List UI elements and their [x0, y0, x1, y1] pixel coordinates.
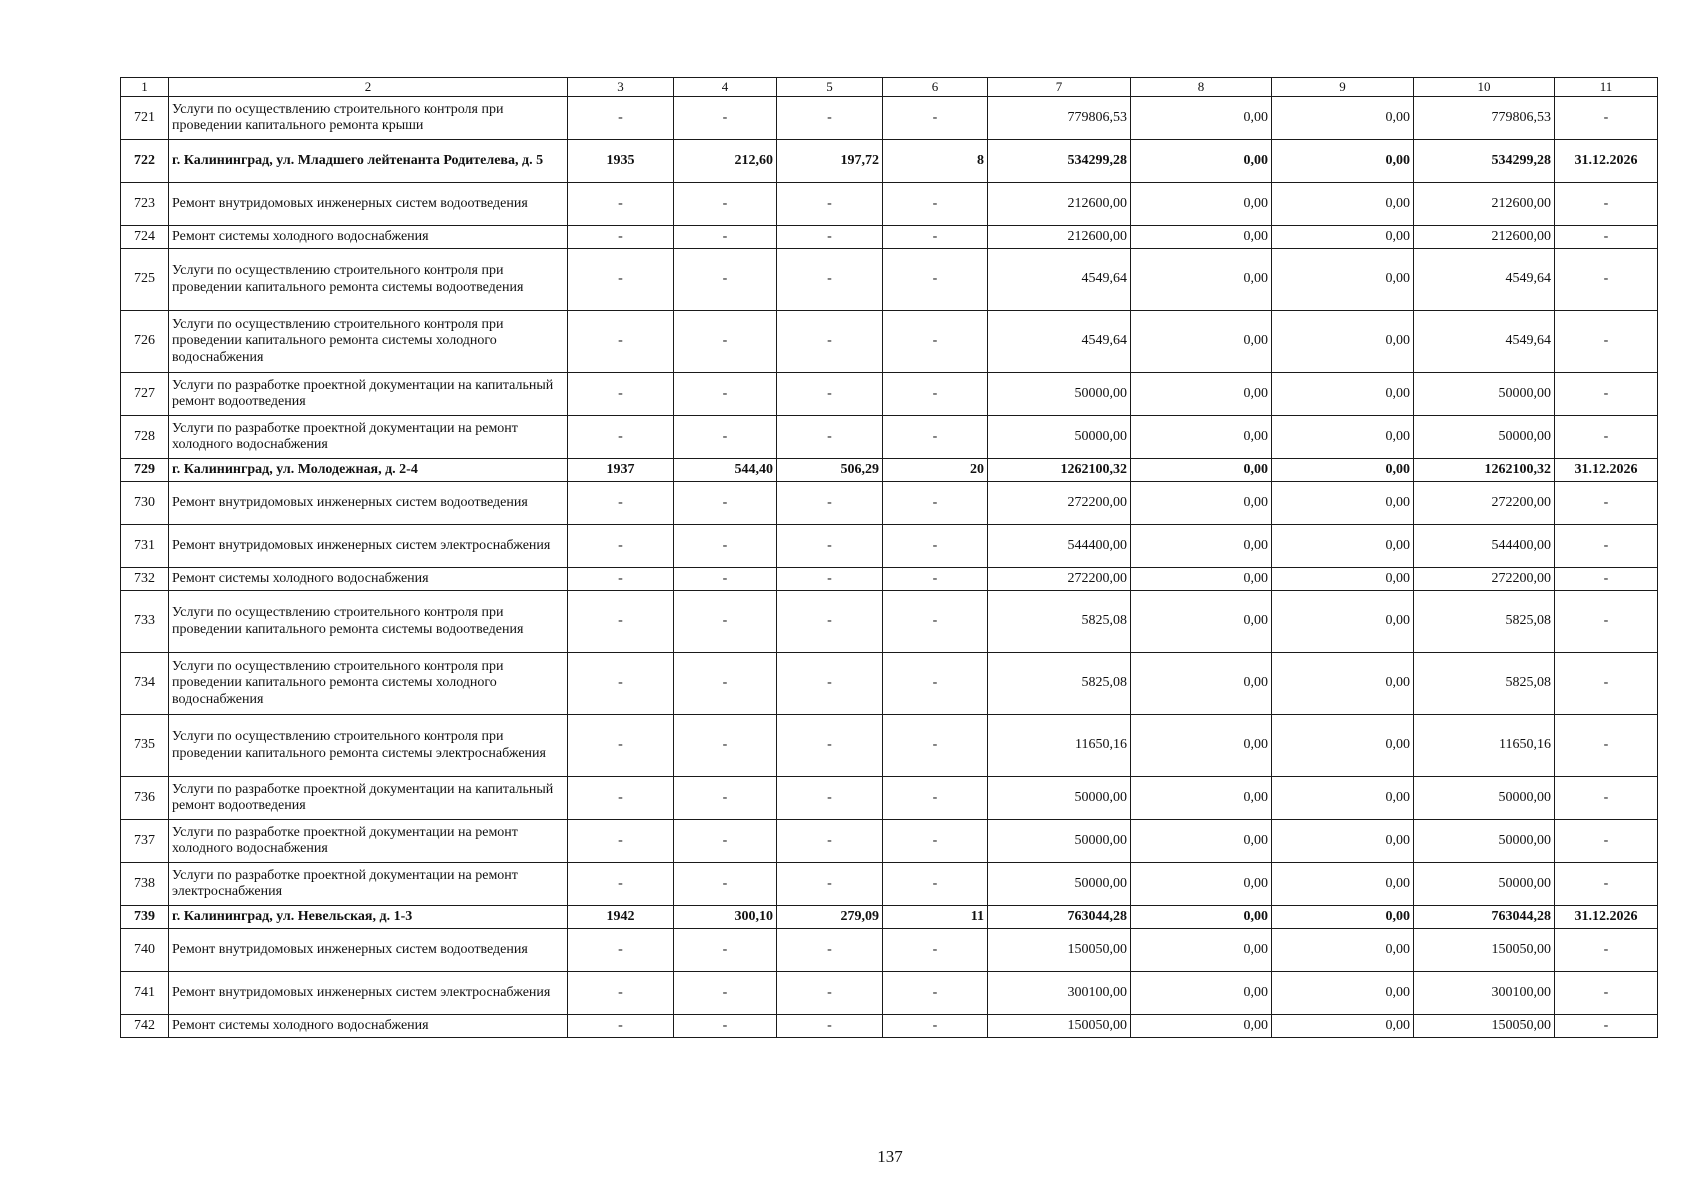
residents-cell: 11: [883, 906, 988, 929]
row-number-cell: 729: [121, 459, 169, 482]
area-living-cell: -: [777, 249, 883, 311]
year-cell: -: [568, 777, 674, 820]
year-cell: -: [568, 715, 674, 777]
deadline-cell: -: [1555, 249, 1658, 311]
year-cell: -: [568, 929, 674, 972]
cost-total-cell: 4549,64: [988, 311, 1131, 373]
table-row: [121, 591, 1658, 653]
table-row: [121, 459, 1658, 482]
deadline-cell: -: [1555, 97, 1658, 140]
work-name-cell: Ремонт системы холодного водоснабжения: [169, 1015, 568, 1038]
year-cell: -: [568, 568, 674, 591]
area-total-cell: -: [674, 97, 777, 140]
cost-owners-cell: 11650,16: [1414, 715, 1555, 777]
work-name-cell: Услуги по осуществлению строительного контроля при проведении капитального ремонта системы водоотведения: [169, 249, 568, 311]
cost-total-cell: 50000,00: [988, 863, 1131, 906]
work-name-cell: Ремонт внутридомовых инженерных систем водоотведения: [169, 929, 568, 972]
cost-total-cell: 150050,00: [988, 1015, 1131, 1038]
year-cell: -: [568, 972, 674, 1015]
table-header-row: [121, 78, 1658, 97]
cost-total-cell: 1262100,32: [988, 459, 1131, 482]
cost-total-cell: 763044,28: [988, 906, 1131, 929]
work-name-cell: Услуги по разработке проектной документации на ремонт электроснабжения: [169, 863, 568, 906]
cost-fund-cell: 0,00: [1131, 459, 1272, 482]
cost-fund-cell: 0,00: [1131, 906, 1272, 929]
work-name-cell: г. Калининград, ул. Младшего лейтенанта Родителева, д. 5: [169, 140, 568, 183]
deadline-cell: -: [1555, 482, 1658, 525]
area-total-cell: -: [674, 1015, 777, 1038]
residents-cell: -: [883, 97, 988, 140]
cost-fund-cell: 0,00: [1131, 249, 1272, 311]
table-row: [121, 97, 1658, 140]
cost-total-cell: 534299,28: [988, 140, 1131, 183]
deadline-cell: -: [1555, 929, 1658, 972]
cost-budget-cell: 0,00: [1272, 777, 1414, 820]
deadline-cell: -: [1555, 1015, 1658, 1038]
cost-budget-cell: 0,00: [1272, 482, 1414, 525]
year-cell: -: [568, 482, 674, 525]
row-number-cell: 733: [121, 591, 169, 653]
table-row: [121, 482, 1658, 525]
area-total-cell: -: [674, 777, 777, 820]
area-living-cell: -: [777, 972, 883, 1015]
column-header: 9: [1272, 78, 1414, 97]
table-row: [121, 311, 1658, 373]
area-total-cell: -: [674, 525, 777, 568]
work-name-cell: Ремонт системы холодного водоснабжения: [169, 568, 568, 591]
area-living-cell: -: [777, 482, 883, 525]
year-cell: -: [568, 311, 674, 373]
residents-cell: -: [883, 863, 988, 906]
table-row: [121, 1015, 1658, 1038]
cost-fund-cell: 0,00: [1131, 525, 1272, 568]
deadline-cell: -: [1555, 373, 1658, 416]
cost-budget-cell: 0,00: [1272, 653, 1414, 715]
deadline-cell: -: [1555, 863, 1658, 906]
cost-owners-cell: 534299,28: [1414, 140, 1555, 183]
year-cell: -: [568, 591, 674, 653]
area-total-cell: 300,10: [674, 906, 777, 929]
cost-budget-cell: 0,00: [1272, 525, 1414, 568]
cost-owners-cell: 150050,00: [1414, 1015, 1555, 1038]
residents-cell: -: [883, 777, 988, 820]
cost-owners-cell: 1262100,32: [1414, 459, 1555, 482]
residents-cell: 8: [883, 140, 988, 183]
residents-cell: -: [883, 653, 988, 715]
table-row: [121, 373, 1658, 416]
area-living-cell: -: [777, 568, 883, 591]
column-header: 3: [568, 78, 674, 97]
year-cell: -: [568, 820, 674, 863]
area-total-cell: 212,60: [674, 140, 777, 183]
cost-total-cell: 4549,64: [988, 249, 1131, 311]
residents-cell: -: [883, 591, 988, 653]
row-number-cell: 736: [121, 777, 169, 820]
area-total-cell: -: [674, 863, 777, 906]
area-living-cell: -: [777, 820, 883, 863]
cost-total-cell: 50000,00: [988, 416, 1131, 459]
area-living-cell: -: [777, 97, 883, 140]
work-name-cell: Услуги по осуществлению строительного контроля при проведении капитального ремонта крыши: [169, 97, 568, 140]
work-name-cell: Ремонт внутридомовых инженерных систем электроснабжения: [169, 525, 568, 568]
work-name-cell: Ремонт внутридомовых инженерных систем электроснабжения: [169, 972, 568, 1015]
residents-cell: -: [883, 568, 988, 591]
deadline-cell: -: [1555, 416, 1658, 459]
cost-total-cell: 212600,00: [988, 226, 1131, 249]
cost-owners-cell: 50000,00: [1414, 777, 1555, 820]
cost-owners-cell: 272200,00: [1414, 568, 1555, 591]
residents-cell: -: [883, 482, 988, 525]
deadline-cell: -: [1555, 820, 1658, 863]
table-row: [121, 929, 1658, 972]
table-row: [121, 416, 1658, 459]
cost-fund-cell: 0,00: [1131, 311, 1272, 373]
cost-budget-cell: 0,00: [1272, 226, 1414, 249]
column-header: 7: [988, 78, 1131, 97]
area-living-cell: -: [777, 591, 883, 653]
cost-owners-cell: 544400,00: [1414, 525, 1555, 568]
deadline-cell: 31.12.2026: [1555, 140, 1658, 183]
page-number: 137: [877, 1147, 903, 1166]
residents-cell: 20: [883, 459, 988, 482]
residents-cell: -: [883, 416, 988, 459]
deadline-cell: 31.12.2026: [1555, 459, 1658, 482]
cost-owners-cell: 150050,00: [1414, 929, 1555, 972]
year-cell: -: [568, 525, 674, 568]
row-number-cell: 728: [121, 416, 169, 459]
cost-budget-cell: 0,00: [1272, 183, 1414, 226]
cost-budget-cell: 0,00: [1272, 249, 1414, 311]
table-row: [121, 863, 1658, 906]
cost-owners-cell: 212600,00: [1414, 183, 1555, 226]
cost-owners-cell: 5825,08: [1414, 653, 1555, 715]
cost-fund-cell: 0,00: [1131, 863, 1272, 906]
cost-budget-cell: 0,00: [1272, 97, 1414, 140]
area-living-cell: -: [777, 1015, 883, 1038]
cost-budget-cell: 0,00: [1272, 863, 1414, 906]
cost-owners-cell: 272200,00: [1414, 482, 1555, 525]
deadline-cell: -: [1555, 226, 1658, 249]
cost-fund-cell: 0,00: [1131, 777, 1272, 820]
deadline-cell: -: [1555, 568, 1658, 591]
cost-owners-cell: 212600,00: [1414, 226, 1555, 249]
area-living-cell: -: [777, 777, 883, 820]
area-total-cell: -: [674, 820, 777, 863]
area-total-cell: -: [674, 183, 777, 226]
work-name-cell: Ремонт системы холодного водоснабжения: [169, 226, 568, 249]
cost-owners-cell: 763044,28: [1414, 906, 1555, 929]
row-number-cell: 730: [121, 482, 169, 525]
year-cell: -: [568, 373, 674, 416]
year-cell: -: [568, 653, 674, 715]
cost-fund-cell: 0,00: [1131, 591, 1272, 653]
cost-total-cell: 50000,00: [988, 373, 1131, 416]
cost-budget-cell: 0,00: [1272, 820, 1414, 863]
area-living-cell: -: [777, 373, 883, 416]
cost-fund-cell: 0,00: [1131, 929, 1272, 972]
cost-fund-cell: 0,00: [1131, 653, 1272, 715]
cost-budget-cell: 0,00: [1272, 373, 1414, 416]
deadline-cell: -: [1555, 972, 1658, 1015]
work-name-cell: Услуги по осуществлению строительного контроля при проведении капитального ремонта системы электроснабжения: [169, 715, 568, 777]
deadline-cell: -: [1555, 653, 1658, 715]
row-number-cell: 742: [121, 1015, 169, 1038]
cost-fund-cell: 0,00: [1131, 416, 1272, 459]
table-row: [121, 653, 1658, 715]
cost-total-cell: 300100,00: [988, 972, 1131, 1015]
cost-owners-cell: 4549,64: [1414, 249, 1555, 311]
cost-owners-cell: 779806,53: [1414, 97, 1555, 140]
area-total-cell: 544,40: [674, 459, 777, 482]
cost-owners-cell: 4549,64: [1414, 311, 1555, 373]
cost-fund-cell: 0,00: [1131, 482, 1272, 525]
row-number-cell: 737: [121, 820, 169, 863]
year-cell: -: [568, 863, 674, 906]
row-number-cell: 739: [121, 906, 169, 929]
cost-owners-cell: 50000,00: [1414, 863, 1555, 906]
work-name-cell: Услуги по разработке проектной документации на капитальный ремонт водоотведения: [169, 777, 568, 820]
cost-owners-cell: 50000,00: [1414, 373, 1555, 416]
residents-cell: -: [883, 311, 988, 373]
year-cell: 1942: [568, 906, 674, 929]
row-number-cell: 738: [121, 863, 169, 906]
cost-total-cell: 11650,16: [988, 715, 1131, 777]
work-name-cell: Услуги по разработке проектной документации на ремонт холодного водоснабжения: [169, 416, 568, 459]
year-cell: 1937: [568, 459, 674, 482]
work-name-cell: Услуги по разработке проектной документации на капитальный ремонт водоотведения: [169, 373, 568, 416]
deadline-cell: -: [1555, 525, 1658, 568]
table-row: [121, 715, 1658, 777]
cost-total-cell: 272200,00: [988, 568, 1131, 591]
work-name-cell: Услуги по осуществлению строительного контроля при проведении капитального ремонта системы водоотведения: [169, 591, 568, 653]
table-row: [121, 568, 1658, 591]
row-number-cell: 732: [121, 568, 169, 591]
deadline-cell: -: [1555, 183, 1658, 226]
cost-fund-cell: 0,00: [1131, 183, 1272, 226]
row-number-cell: 724: [121, 226, 169, 249]
area-total-cell: -: [674, 482, 777, 525]
deadline-cell: -: [1555, 715, 1658, 777]
cost-fund-cell: 0,00: [1131, 97, 1272, 140]
cost-fund-cell: 0,00: [1131, 1015, 1272, 1038]
cost-budget-cell: 0,00: [1272, 929, 1414, 972]
area-total-cell: -: [674, 653, 777, 715]
residents-cell: -: [883, 249, 988, 311]
cost-fund-cell: 0,00: [1131, 140, 1272, 183]
area-living-cell: -: [777, 416, 883, 459]
cost-total-cell: 212600,00: [988, 183, 1131, 226]
table-row: [121, 777, 1658, 820]
area-living-cell: 279,09: [777, 906, 883, 929]
area-living-cell: -: [777, 525, 883, 568]
year-cell: -: [568, 416, 674, 459]
area-total-cell: -: [674, 416, 777, 459]
cost-owners-cell: 5825,08: [1414, 591, 1555, 653]
column-header: 4: [674, 78, 777, 97]
table-row: [121, 972, 1658, 1015]
cost-fund-cell: 0,00: [1131, 820, 1272, 863]
cost-total-cell: 50000,00: [988, 777, 1131, 820]
row-number-cell: 726: [121, 311, 169, 373]
row-number-cell: 731: [121, 525, 169, 568]
area-living-cell: -: [777, 183, 883, 226]
year-cell: -: [568, 183, 674, 226]
cost-owners-cell: 50000,00: [1414, 820, 1555, 863]
cost-budget-cell: 0,00: [1272, 906, 1414, 929]
cost-budget-cell: 0,00: [1272, 311, 1414, 373]
year-cell: -: [568, 1015, 674, 1038]
work-name-cell: Услуги по разработке проектной документации на ремонт холодного водоснабжения: [169, 820, 568, 863]
row-number-cell: 721: [121, 97, 169, 140]
cost-total-cell: 544400,00: [988, 525, 1131, 568]
area-living-cell: -: [777, 715, 883, 777]
area-total-cell: -: [674, 311, 777, 373]
cost-budget-cell: 0,00: [1272, 568, 1414, 591]
table-row: [121, 226, 1658, 249]
table-row: [121, 249, 1658, 311]
residents-cell: -: [883, 183, 988, 226]
residents-cell: -: [883, 820, 988, 863]
area-total-cell: -: [674, 929, 777, 972]
residents-cell: -: [883, 1015, 988, 1038]
cost-total-cell: 779806,53: [988, 97, 1131, 140]
work-name-cell: Услуги по осуществлению строительного контроля при проведении капитального ремонта системы холодного водоснабжения: [169, 311, 568, 373]
area-total-cell: -: [674, 715, 777, 777]
table-row: [121, 183, 1658, 226]
year-cell: 1935: [568, 140, 674, 183]
row-number-cell: 740: [121, 929, 169, 972]
area-total-cell: -: [674, 972, 777, 1015]
column-header: 6: [883, 78, 988, 97]
year-cell: -: [568, 226, 674, 249]
cost-budget-cell: 0,00: [1272, 591, 1414, 653]
row-number-cell: 723: [121, 183, 169, 226]
residents-cell: -: [883, 525, 988, 568]
cost-budget-cell: 0,00: [1272, 416, 1414, 459]
cost-budget-cell: 0,00: [1272, 1015, 1414, 1038]
area-total-cell: -: [674, 226, 777, 249]
area-living-cell: -: [777, 226, 883, 249]
cost-fund-cell: 0,00: [1131, 226, 1272, 249]
cost-total-cell: 150050,00: [988, 929, 1131, 972]
cost-budget-cell: 0,00: [1272, 459, 1414, 482]
residents-cell: -: [883, 226, 988, 249]
row-number-cell: 727: [121, 373, 169, 416]
column-header: 5: [777, 78, 883, 97]
table-row: [121, 820, 1658, 863]
cost-total-cell: 50000,00: [988, 820, 1131, 863]
cost-fund-cell: 0,00: [1131, 972, 1272, 1015]
work-name-cell: Услуги по осуществлению строительного контроля при проведении капитального ремонта системы холодного водоснабжения: [169, 653, 568, 715]
cost-fund-cell: 0,00: [1131, 715, 1272, 777]
area-living-cell: 506,29: [777, 459, 883, 482]
cost-total-cell: 5825,08: [988, 591, 1131, 653]
year-cell: -: [568, 97, 674, 140]
row-number-cell: 722: [121, 140, 169, 183]
table-body: [121, 78, 1658, 1038]
table-row: [121, 140, 1658, 183]
area-total-cell: -: [674, 373, 777, 416]
area-total-cell: -: [674, 249, 777, 311]
table-row: [121, 525, 1658, 568]
residents-cell: -: [883, 715, 988, 777]
cost-budget-cell: 0,00: [1272, 140, 1414, 183]
area-total-cell: -: [674, 568, 777, 591]
cost-budget-cell: 0,00: [1272, 715, 1414, 777]
area-living-cell: 197,72: [777, 140, 883, 183]
area-total-cell: -: [674, 591, 777, 653]
work-name-cell: г. Калининград, ул. Молодежная, д. 2-4: [169, 459, 568, 482]
deadline-cell: -: [1555, 777, 1658, 820]
area-living-cell: -: [777, 653, 883, 715]
cost-total-cell: 272200,00: [988, 482, 1131, 525]
cost-fund-cell: 0,00: [1131, 568, 1272, 591]
column-header: 1: [121, 78, 169, 97]
work-name-cell: Ремонт внутридомовых инженерных систем водоотведения: [169, 482, 568, 525]
column-header: 10: [1414, 78, 1555, 97]
cost-owners-cell: 50000,00: [1414, 416, 1555, 459]
deadline-cell: 31.12.2026: [1555, 906, 1658, 929]
row-number-cell: 741: [121, 972, 169, 1015]
year-cell: -: [568, 249, 674, 311]
cost-fund-cell: 0,00: [1131, 373, 1272, 416]
cost-total-cell: 5825,08: [988, 653, 1131, 715]
area-living-cell: -: [777, 311, 883, 373]
cost-owners-cell: 300100,00: [1414, 972, 1555, 1015]
area-living-cell: -: [777, 863, 883, 906]
row-number-cell: 725: [121, 249, 169, 311]
row-number-cell: 734: [121, 653, 169, 715]
row-number-cell: 735: [121, 715, 169, 777]
work-name-cell: г. Калининград, ул. Невельская, д. 1-3: [169, 906, 568, 929]
works-table: [120, 77, 1658, 1038]
table-row: [121, 906, 1658, 929]
column-header: 2: [169, 78, 568, 97]
residents-cell: -: [883, 972, 988, 1015]
column-header: 8: [1131, 78, 1272, 97]
residents-cell: -: [883, 373, 988, 416]
column-header: 11: [1555, 78, 1658, 97]
deadline-cell: -: [1555, 591, 1658, 653]
deadline-cell: -: [1555, 311, 1658, 373]
work-name-cell: Ремонт внутридомовых инженерных систем водоотведения: [169, 183, 568, 226]
area-living-cell: -: [777, 929, 883, 972]
residents-cell: -: [883, 929, 988, 972]
cost-budget-cell: 0,00: [1272, 972, 1414, 1015]
